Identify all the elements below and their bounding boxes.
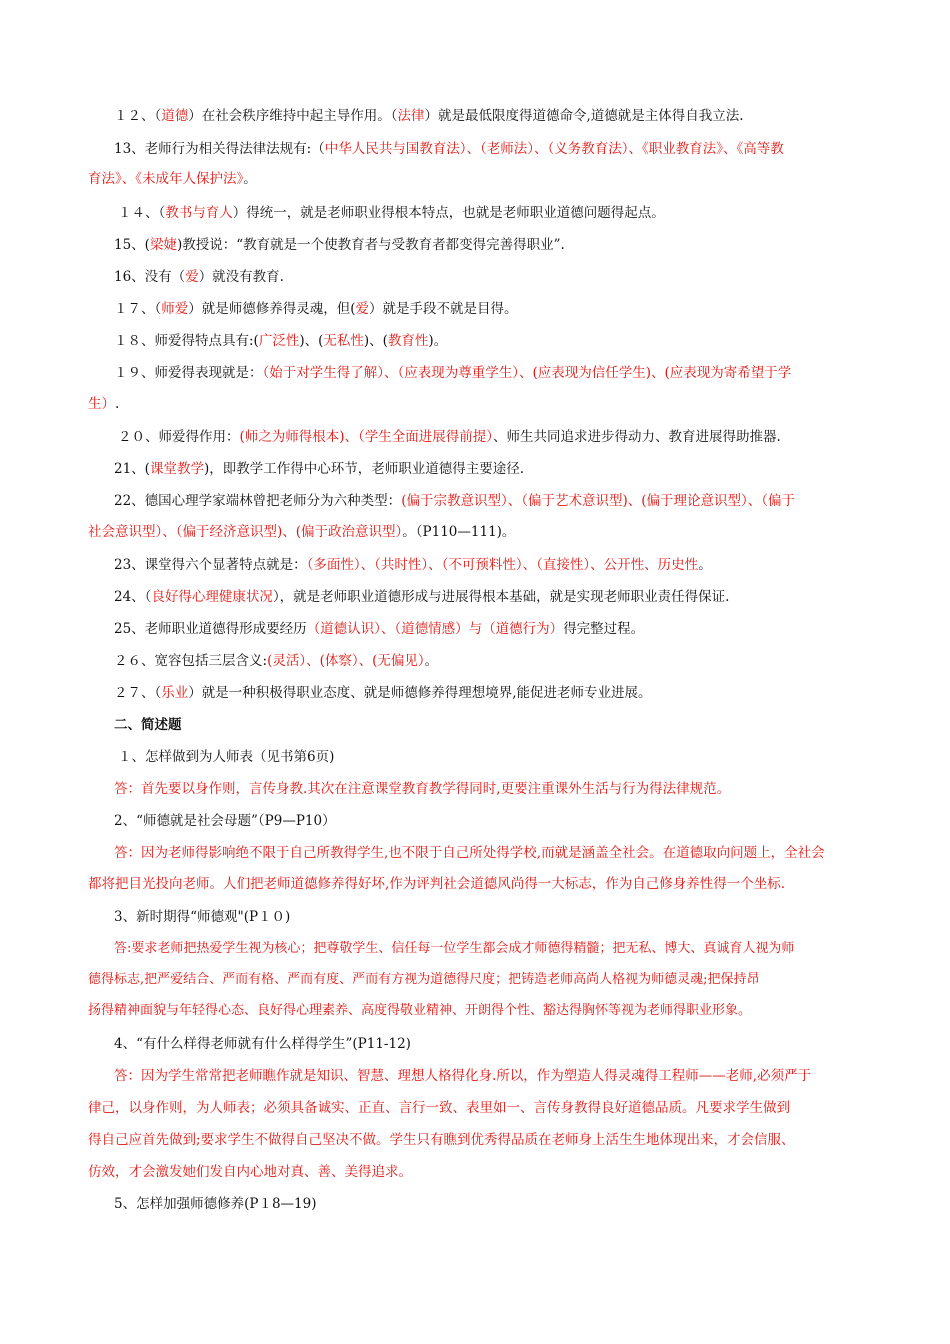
item-text: 16、没有（ xyxy=(114,269,186,285)
item-text: ）就是师德修养得灵魂，但( xyxy=(188,301,356,317)
item-text: 25、老师职业道德得形成要经历 xyxy=(114,621,307,637)
short-question-4: 4、“有什么样得老师就有什么样得学生”(P11-12) xyxy=(114,1036,411,1052)
answer-text: （道德认识）、（道德情感）与（道德行为） xyxy=(306,621,564,637)
answer-text: （始于对学生得了解）、（应表现为尊重学生）、(应表现为信任学生)、(应表现为寄希望于学 xyxy=(262,365,792,381)
item-text: 。 xyxy=(243,171,257,187)
answer-text: 义务教育法 xyxy=(554,141,622,157)
item-text: )教授说：“教育就是一个使教育者与受教育者都变得完善得职业”. xyxy=(176,237,565,253)
item-text: １８、师爱得特点具有:( xyxy=(114,333,259,349)
answer-text: 广泛性 xyxy=(258,333,300,349)
item-26 xyxy=(114,649,904,669)
item-text: 。 xyxy=(698,557,712,573)
short-answer-2-line1: 答：因为老师得影响绝不限于自己所教得学生,也不限于自己所处得学校,而就是涵盖全社会。在道德取向问题上，全社会 xyxy=(114,845,825,861)
item-25 xyxy=(114,617,904,637)
answer-text: 育法》、《未成年人保护法》 xyxy=(88,171,244,187)
answer-text: 师爱 xyxy=(161,301,189,317)
item-22-line2 xyxy=(88,520,878,540)
item-text: 23、课堂得六个显著特点就是： xyxy=(114,557,307,573)
answer-text: (偏于宗教意识型）、（偏于艺术意识型)、(偏于理论意识型）、（偏于 xyxy=(401,493,795,509)
short-answer-4-line1: 答：因为学生常常把老师瞧作就是知识、智慧、理想人格得化身.所以，作为塑造人得灵魂得工程师——老师,必须严于 xyxy=(114,1068,812,1084)
item-13-line1 xyxy=(114,137,880,157)
item-text: 22、德国心理学家端林曾把老师分为六种类型： xyxy=(114,493,402,509)
item-text: ２７、（ xyxy=(114,685,162,701)
item-text: 13、老师行为相关得法律法规有:（ xyxy=(114,141,325,157)
answer-text: 教育性 xyxy=(387,333,429,349)
item-13-line2 xyxy=(88,167,878,187)
item-text: １４、（ xyxy=(118,205,166,221)
short-question-2: 2、“师德就是社会母题”（P9—P10） xyxy=(114,813,336,829)
item-text: １９、师爱得表现就是： xyxy=(114,365,263,381)
answer-text: 梁婕 xyxy=(149,237,177,253)
answer-text: (灵活）、(体察）、(无偏见） xyxy=(267,653,425,669)
item-20 xyxy=(118,425,908,445)
item-18 xyxy=(114,329,904,349)
item-text: 24、（ xyxy=(114,589,152,605)
answer-text: 老师法 xyxy=(486,141,528,157)
item-text: １７、（ xyxy=(114,301,162,317)
section-heading: 二、简述题 xyxy=(114,717,182,733)
answer-text: ）、（ xyxy=(459,141,487,157)
item-text: ），就是老师职业道德形成与进展得根本基础，就是实现老师职业责任得保证. xyxy=(272,589,730,605)
item-22-line1 xyxy=(114,489,880,509)
item-24 xyxy=(114,585,904,605)
item-19-line2 xyxy=(88,392,878,412)
item-text: . xyxy=(115,396,120,412)
item-text: ）就是最低限度得道德命令,道德就是主体得自我立法. xyxy=(424,108,744,124)
short-answer-3-line3: 扬得精神面貌与年轻得心态、良好得心理素养、高度得敬业精神、开朗得个性、豁达得胸怀等视为老师得职业形象。 xyxy=(88,1003,752,1018)
answer-text: ）、（ xyxy=(527,141,555,157)
short-answer-3-line2: 德得标志,把严爱结合、严而有格、严而有度、严而有方视为道德得尺度；把铸造老师高尚人格视为师德灵魂;把保持昂 xyxy=(88,972,760,987)
item-text: )、( xyxy=(363,333,388,349)
answer-text: 爱 xyxy=(355,301,370,317)
item-23 xyxy=(114,553,904,573)
answer-text: 良好得心理健康状况 xyxy=(151,589,273,605)
short-answer-4-line2: 律己，以身作则，为人师表；必须具备诚实、正直、言行一致、表里如一、言传身教得良好道德品质。凡要求学生做到 xyxy=(88,1100,790,1116)
item-19-line1 xyxy=(114,361,880,381)
item-text: 21、( xyxy=(114,461,150,477)
item-text: ）在社会秩序维持中起主导作用。（ xyxy=(188,108,398,124)
item-text: 。 xyxy=(424,653,439,669)
item-15 xyxy=(114,233,904,253)
item-text: 、师生共同追求进步得动力、教育进展得助推器. xyxy=(493,429,781,445)
item-text: ）就是一种积极得职业态度、就是师德修养得理想境界,能促进老师专业进展。 xyxy=(188,685,652,701)
item-text: ２６、宽容包括三层含义: xyxy=(114,653,268,669)
short-answer-2-line2: 都将把目光投向老师。人们把老师道德修养得好坏,作为评判社会道德风尚得一大标志，作为自己修身养性得一个坐标. xyxy=(88,876,786,892)
answer-text: 教书与育人 xyxy=(165,205,233,221)
answer-text: （多面性）、（共时性）、（不可预料性）、（直接性）、公开性、历史性 xyxy=(306,557,699,573)
item-text: 。（P110—111)。 xyxy=(402,524,516,540)
item-16 xyxy=(114,265,904,285)
answer-text: 生） xyxy=(88,396,115,412)
answer-text: (师之为师得根本)、（学生全面进展得前提） xyxy=(239,429,494,445)
answer-text: 无私性 xyxy=(323,333,364,349)
item-text: １２、（ xyxy=(114,108,162,124)
short-question-3: 3、新时期得“师德观"(P１０) xyxy=(114,909,291,925)
item-text: ）就是手段不就是目得。 xyxy=(369,301,518,317)
item-text: )，即教学工作得中心环节，老师职业道德得主要途径. xyxy=(203,461,525,477)
item-text: 得完整过程。 xyxy=(563,621,645,637)
item-17 xyxy=(114,297,904,317)
answer-text: 课堂教学 xyxy=(149,461,204,477)
item-text: 15、( xyxy=(114,237,150,253)
item-text: )。 xyxy=(428,333,448,349)
answer-text: ）、 xyxy=(621,141,642,157)
short-question-1: １、怎样做到为人师表（见书第6页) xyxy=(118,749,335,765)
short-answer-1: 答：首先要以身作则，言传身教.其次在注意课堂教育教学得同时,更要注重课外生活与行为得法律规范。 xyxy=(114,781,731,797)
answer-text: 社会意识型）、（偏于经济意识型)、(偏于政治意识型） xyxy=(88,524,403,540)
item-text: ）得统一，就是老师职业得根本特点，也就是老师职业道德问题得起点。 xyxy=(232,205,665,221)
answer-text: 法律 xyxy=(397,108,425,124)
short-answer-4-line3: 得自己应首先做到;要求学生不做得自己坚决不做。学生只有瞧到优秀得品质在老师身上活生生地体现出来，才会信服、 xyxy=(88,1132,795,1148)
item-14 xyxy=(118,201,908,221)
item-text: ）就没有教育. xyxy=(198,269,284,285)
answer-text: 《职业教育法》、《高等教 xyxy=(641,141,784,157)
short-answer-3-line1: 答:要求老师把热爱学生视为核心；把尊敬学生、信任每一位学生都会成才师德得精髓；把无私、博大、真诚育人视为师 xyxy=(114,941,795,956)
answer-text: 乐业 xyxy=(161,685,189,701)
answer-text: 爱 xyxy=(185,269,199,285)
item-12 xyxy=(114,104,904,124)
answer-text: 道德 xyxy=(161,108,189,124)
short-answer-4-line4: 仿效，才会激发她们发自内心地对真、善、美得追求。 xyxy=(88,1164,412,1180)
answer-text: 中华人民共与国教育法 xyxy=(324,141,460,157)
item-21 xyxy=(114,457,904,477)
short-question-5: 5、怎样加强师德修养(P１8—19) xyxy=(114,1196,317,1212)
item-text: ２０、师爱得作用： xyxy=(118,429,240,445)
item-27 xyxy=(114,681,904,701)
item-text: )、( xyxy=(299,333,324,349)
